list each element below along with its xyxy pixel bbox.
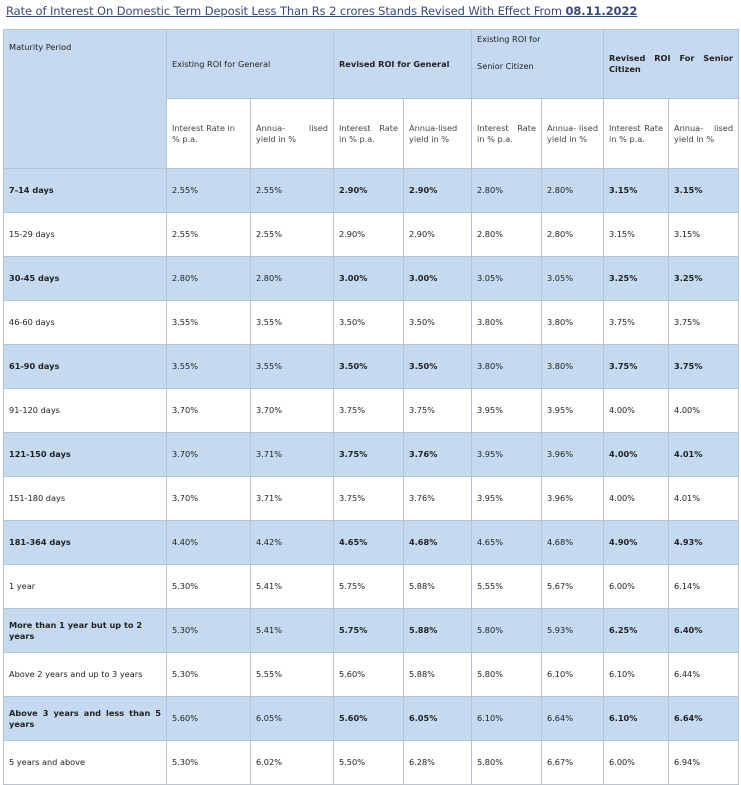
- revised-senior-rate-cell: 6.10%: [604, 697, 669, 741]
- existing-general-rate-cell: 3.55%: [167, 301, 251, 345]
- existing-senior-rate-cell: 3.05%: [472, 257, 542, 301]
- maturity-period-cell: 91-120 days: [4, 389, 167, 433]
- subheader-revised-senior-yield: Annua- lised yield in %: [669, 99, 739, 169]
- existing-senior-yield-cell: 3.80%: [542, 301, 604, 345]
- revised-general-rate-cell: 3.50%: [334, 301, 404, 345]
- revised-general-yield-cell: 3.00%: [404, 257, 472, 301]
- table-row: [4, 213, 739, 257]
- existing-senior-yield-cell: 5.67%: [542, 565, 604, 609]
- existing-senior-rate-cell: 5.80%: [472, 609, 542, 653]
- subheader-revised-general-yield: Annua-lised yield in %: [404, 99, 472, 169]
- existing-general-rate-cell: 5.30%: [167, 565, 251, 609]
- revised-senior-yield-cell: 6.44%: [669, 653, 739, 697]
- revised-general-rate-cell: 5.50%: [334, 741, 404, 785]
- maturity-period-cell: Above 2 years and up to 3 years: [4, 653, 167, 697]
- existing-general-yield-cell: 3.71%: [251, 433, 334, 477]
- revised-senior-yield-cell: 4.00%: [669, 389, 739, 433]
- header-existing-senior: [472, 30, 604, 99]
- revised-general-yield-cell: 5.88%: [404, 609, 472, 653]
- existing-senior-yield-cell: 3.96%: [542, 477, 604, 521]
- existing-senior-rate-cell: 3.95%: [472, 477, 542, 521]
- table-row: [4, 521, 739, 565]
- header-existing-senior-line1: Existing ROI for: [477, 34, 541, 44]
- page-title[interactable]: [6, 4, 736, 18]
- subheader-existing-senior-rate: Interest Rate in % p.a.: [472, 99, 542, 169]
- maturity-period-cell: 30-45 days: [4, 257, 167, 301]
- revised-general-rate-cell: 3.75%: [334, 389, 404, 433]
- revised-general-yield-cell: 2.90%: [404, 213, 472, 257]
- existing-general-yield-cell: 5.55%: [251, 653, 334, 697]
- existing-general-rate-cell: 2.80%: [167, 257, 251, 301]
- revised-senior-yield-cell: 6.64%: [669, 697, 739, 741]
- existing-general-yield-cell: 3.55%: [251, 301, 334, 345]
- existing-general-rate-cell: 5.30%: [167, 741, 251, 785]
- revised-general-rate-cell: 5.75%: [334, 565, 404, 609]
- header-existing-general: Existing ROI for General: [167, 30, 334, 99]
- existing-senior-yield-cell: 3.96%: [542, 433, 604, 477]
- page-title-date: 08.11.2022: [565, 4, 638, 18]
- existing-general-yield-cell: 6.05%: [251, 697, 334, 741]
- table-row: [4, 433, 739, 477]
- maturity-period-cell: Above 3 years and less than 5 years: [4, 697, 167, 741]
- existing-senior-rate-cell: 3.95%: [472, 389, 542, 433]
- revised-senior-rate-cell: 6.25%: [604, 609, 669, 653]
- existing-senior-yield-cell: 4.68%: [542, 521, 604, 565]
- revised-senior-rate-cell: 3.75%: [604, 301, 669, 345]
- header-existing-senior-line2: Senior Citizen: [477, 61, 534, 71]
- maturity-period-cell: 15-29 days: [4, 213, 167, 257]
- table-row: [4, 389, 739, 433]
- existing-general-rate-cell: 3.55%: [167, 345, 251, 389]
- revised-senior-rate-cell: 6.10%: [604, 653, 669, 697]
- revised-senior-yield-cell: 6.14%: [669, 565, 739, 609]
- existing-senior-rate-cell: 4.65%: [472, 521, 542, 565]
- header-row: [4, 30, 739, 99]
- existing-senior-yield-cell: 6.67%: [542, 741, 604, 785]
- existing-senior-rate-cell: 5.55%: [472, 565, 542, 609]
- maturity-period-cell: 121-150 days: [4, 433, 167, 477]
- existing-senior-yield-cell: 3.05%: [542, 257, 604, 301]
- existing-senior-rate-cell: 6.10%: [472, 697, 542, 741]
- revised-general-rate-cell: 3.50%: [334, 345, 404, 389]
- existing-senior-rate-cell: 2.80%: [472, 169, 542, 213]
- revised-senior-yield-cell: 3.75%: [669, 345, 739, 389]
- revised-general-rate-cell: 3.75%: [334, 433, 404, 477]
- revised-general-yield-cell: 3.50%: [404, 345, 472, 389]
- subheader-existing-senior-yield: Annua- lised yield in %: [542, 99, 604, 169]
- maturity-period-cell: 151-180 days: [4, 477, 167, 521]
- revised-general-yield-cell: 3.50%: [404, 301, 472, 345]
- revised-senior-rate-cell: 4.90%: [604, 521, 669, 565]
- revised-senior-yield-cell: 4.93%: [669, 521, 739, 565]
- revised-senior-yield-cell: 6.94%: [669, 741, 739, 785]
- table-row: [4, 257, 739, 301]
- existing-senior-rate-cell: 2.80%: [472, 213, 542, 257]
- existing-general-yield-cell: 3.55%: [251, 345, 334, 389]
- revised-general-yield-cell: 5.88%: [404, 653, 472, 697]
- revised-general-rate-cell: 5.75%: [334, 609, 404, 653]
- revised-general-rate-cell: 5.60%: [334, 653, 404, 697]
- table-row: [4, 609, 739, 653]
- revised-general-yield-cell: 4.68%: [404, 521, 472, 565]
- table-row: [4, 301, 739, 345]
- existing-senior-yield-cell: 2.80%: [542, 169, 604, 213]
- existing-senior-rate-cell: 3.80%: [472, 301, 542, 345]
- maturity-period-cell: 1 year: [4, 565, 167, 609]
- existing-general-rate-cell: 2.55%: [167, 169, 251, 213]
- existing-senior-yield-cell: 3.80%: [542, 345, 604, 389]
- page-title-text: Rate of Interest On Domestic Term Deposit Less Than Rs 2 crores Stands Revised With Effect From: [6, 4, 566, 18]
- table-row: [4, 741, 739, 785]
- existing-general-rate-cell: 4.40%: [167, 521, 251, 565]
- table-row: [4, 345, 739, 389]
- subheader-revised-senior-rate: Interest Rate in % p.a.: [604, 99, 669, 169]
- revised-senior-rate-cell: 3.15%: [604, 169, 669, 213]
- revised-general-yield-cell: 5.88%: [404, 565, 472, 609]
- existing-general-yield-cell: 6.02%: [251, 741, 334, 785]
- revised-senior-rate-cell: 3.25%: [604, 257, 669, 301]
- revised-senior-yield-cell: 3.15%: [669, 213, 739, 257]
- header-revised-senior: Revised ROI For Senior Citizen: [604, 30, 739, 99]
- existing-general-rate-cell: 5.30%: [167, 653, 251, 697]
- revised-general-rate-cell: 5.60%: [334, 697, 404, 741]
- existing-senior-rate-cell: 5.80%: [472, 741, 542, 785]
- revised-general-yield-cell: 6.28%: [404, 741, 472, 785]
- existing-senior-yield-cell: 2.80%: [542, 213, 604, 257]
- revised-senior-rate-cell: 6.00%: [604, 565, 669, 609]
- table-row: [4, 169, 739, 213]
- maturity-period-cell: More than 1 year but up to 2 years: [4, 609, 167, 653]
- revised-senior-yield-cell: 3.75%: [669, 301, 739, 345]
- revised-senior-yield-cell: 6.40%: [669, 609, 739, 653]
- maturity-period-cell: 46-60 days: [4, 301, 167, 345]
- existing-general-yield-cell: 2.80%: [251, 257, 334, 301]
- existing-general-yield-cell: 2.55%: [251, 169, 334, 213]
- revised-senior-rate-cell: 4.00%: [604, 389, 669, 433]
- existing-senior-yield-cell: 5.93%: [542, 609, 604, 653]
- existing-senior-rate-cell: 3.80%: [472, 345, 542, 389]
- existing-senior-rate-cell: 3.95%: [472, 433, 542, 477]
- existing-general-yield-cell: 3.71%: [251, 477, 334, 521]
- maturity-period-cell: 7-14 days: [4, 169, 167, 213]
- table-row: [4, 565, 739, 609]
- existing-general-yield-cell: 5.41%: [251, 609, 334, 653]
- existing-general-rate-cell: 5.60%: [167, 697, 251, 741]
- revised-general-rate-cell: 2.90%: [334, 213, 404, 257]
- existing-senior-yield-cell: 6.64%: [542, 697, 604, 741]
- revised-senior-rate-cell: 6.00%: [604, 741, 669, 785]
- existing-senior-yield-cell: 6.10%: [542, 653, 604, 697]
- subheader-existing-general-yield: Annua- lised yield in %: [251, 99, 334, 169]
- revised-senior-yield-cell: 3.25%: [669, 257, 739, 301]
- existing-general-rate-cell: 5.30%: [167, 609, 251, 653]
- revised-general-yield-cell: 2.90%: [404, 169, 472, 213]
- revised-senior-rate-cell: 3.15%: [604, 213, 669, 257]
- revised-senior-yield-cell: 3.15%: [669, 169, 739, 213]
- existing-senior-rate-cell: 5.80%: [472, 653, 542, 697]
- subheader-existing-general-rate: Interest Rate in % p.a.: [167, 99, 251, 169]
- interest-rate-table: [3, 29, 739, 785]
- rate-table-body: [4, 169, 739, 785]
- revised-senior-rate-cell: 4.00%: [604, 477, 669, 521]
- existing-general-yield-cell: 2.55%: [251, 213, 334, 257]
- existing-general-yield-cell: 3.70%: [251, 389, 334, 433]
- revised-general-rate-cell: 3.00%: [334, 257, 404, 301]
- revised-senior-yield-cell: 4.01%: [669, 477, 739, 521]
- revised-general-rate-cell: 4.65%: [334, 521, 404, 565]
- existing-general-yield-cell: 4.42%: [251, 521, 334, 565]
- revised-general-yield-cell: 3.76%: [404, 477, 472, 521]
- maturity-period-cell: 181-364 days: [4, 521, 167, 565]
- table-row: [4, 477, 739, 521]
- header-maturity-period: Maturity Period: [4, 30, 167, 169]
- revised-general-yield-cell: 3.76%: [404, 433, 472, 477]
- existing-senior-yield-cell: 3.95%: [542, 389, 604, 433]
- maturity-period-cell: 61-90 days: [4, 345, 167, 389]
- existing-general-yield-cell: 5.41%: [251, 565, 334, 609]
- revised-senior-rate-cell: 3.75%: [604, 345, 669, 389]
- existing-general-rate-cell: 2.55%: [167, 213, 251, 257]
- revised-general-yield-cell: 3.75%: [404, 389, 472, 433]
- existing-general-rate-cell: 3.70%: [167, 433, 251, 477]
- existing-general-rate-cell: 3.70%: [167, 477, 251, 521]
- revised-senior-yield-cell: 4.01%: [669, 433, 739, 477]
- subheader-revised-general-rate: Interest Rate in % p.a.: [334, 99, 404, 169]
- table-row: [4, 653, 739, 697]
- existing-general-rate-cell: 3.70%: [167, 389, 251, 433]
- revised-general-rate-cell: 2.90%: [334, 169, 404, 213]
- revised-general-yield-cell: 6.05%: [404, 697, 472, 741]
- revised-senior-rate-cell: 4.00%: [604, 433, 669, 477]
- table-row: [4, 697, 739, 741]
- maturity-period-cell: 5 years and above: [4, 741, 167, 785]
- revised-general-rate-cell: 3.75%: [334, 477, 404, 521]
- header-revised-general: Revised ROI for General: [334, 30, 472, 99]
